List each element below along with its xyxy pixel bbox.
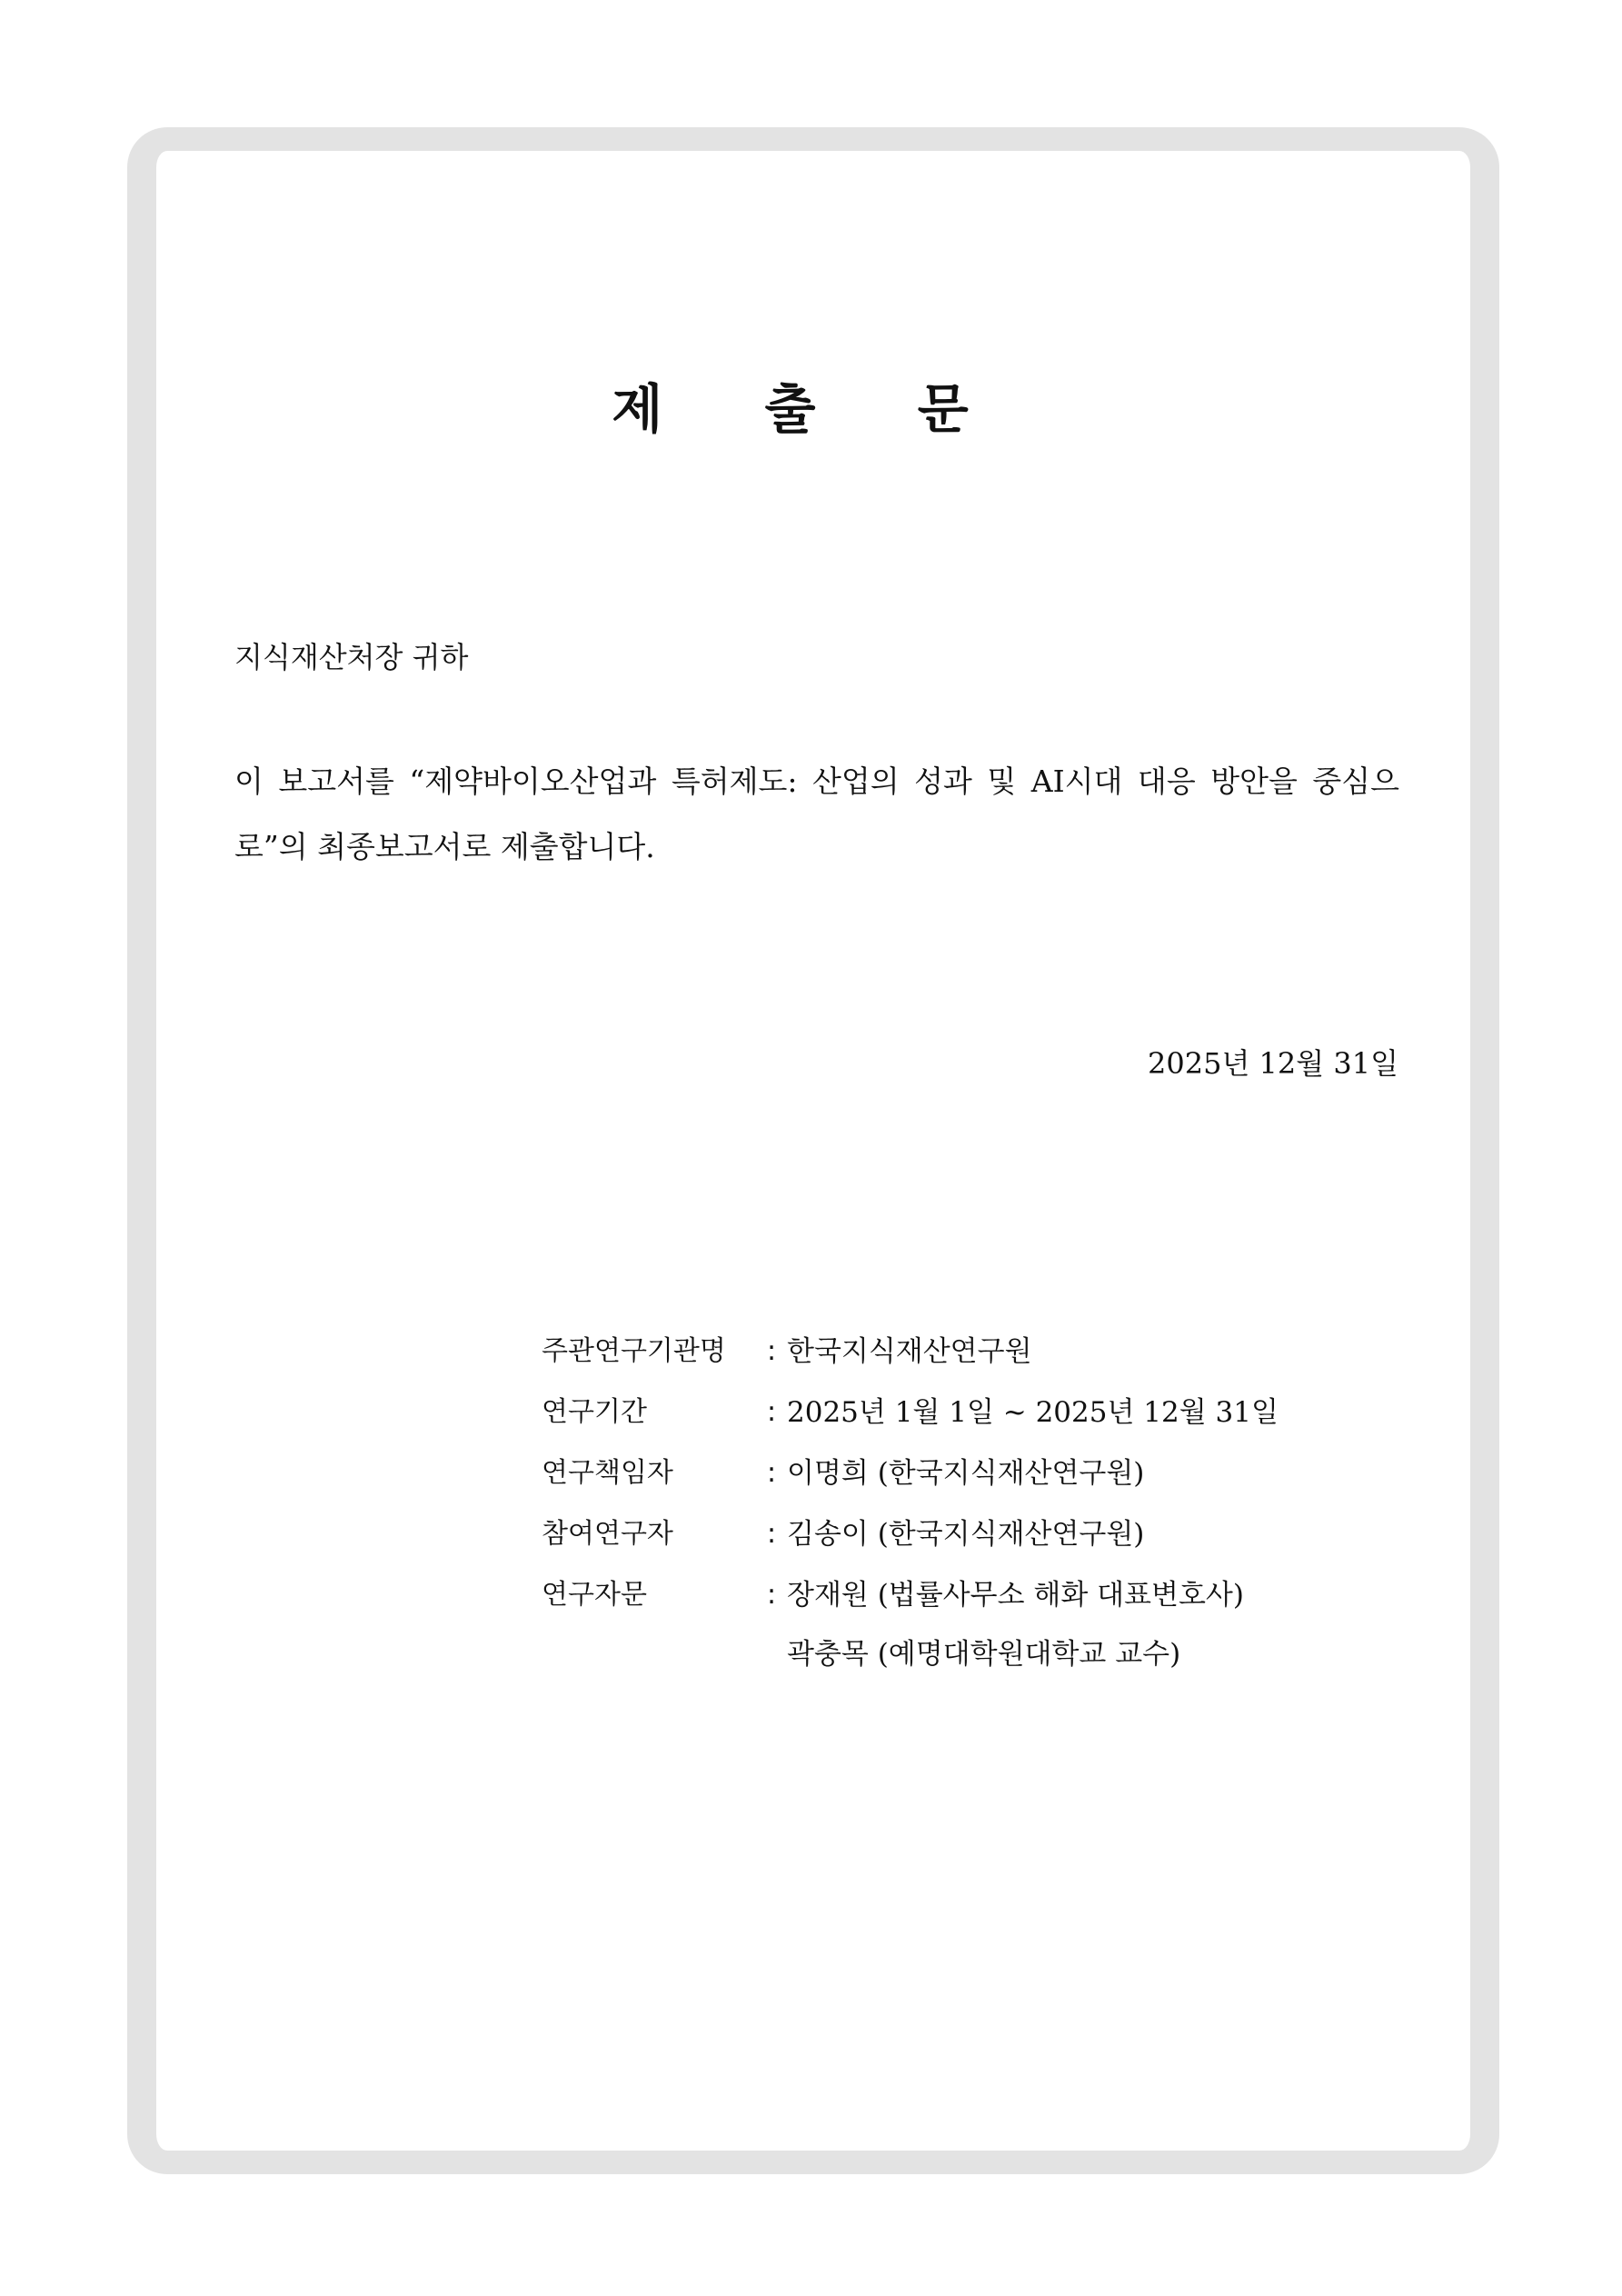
info-colon: : [766, 1396, 777, 1428]
info-row-participant [542, 1512, 1279, 1572]
info-label: 연구자문 [542, 1579, 647, 1611]
submission-statement: 이 보고서를 “제약바이오산업과 특허제도: 산업의 성과 및 AI시대 대응 방안을 중심으로”의 최종보고서로 제출합니다. [234, 764, 1399, 864]
info-row-advisors [542, 1572, 1279, 1671]
submission-date: 2025년 12월 31일 [1148, 1046, 1398, 1081]
info-value-line: 장재원 (법률사무소 해화 대표변호사) [787, 1579, 1244, 1612]
info-value-line: 곽충목 (예명대학원대학교 교수) [787, 1638, 1181, 1671]
info-colon: : [766, 1335, 777, 1367]
info-value-line: 김송이 (한국지식재산연구원) [787, 1518, 1145, 1551]
info-value [787, 1451, 1144, 1510]
info-value [787, 1512, 1144, 1571]
info-value [787, 1329, 1032, 1388]
info-value-line: 한국지식재산연구원 [787, 1335, 1032, 1368]
info-colon: : [766, 1518, 777, 1550]
research-info-block [542, 1329, 1279, 1671]
info-row-institution [542, 1329, 1279, 1390]
info-row-lead-researcher [542, 1451, 1279, 1512]
info-label: 연구책임자 [542, 1457, 673, 1489]
recipient-line: 지식재산처장 귀하 [234, 640, 469, 674]
info-colon: : [766, 1579, 777, 1611]
info-colon: : [766, 1457, 777, 1489]
info-value-line: 2025년 1월 1일 ~ 2025년 12월 31일 [787, 1396, 1279, 1429]
info-value [787, 1572, 1244, 1691]
info-value-line: 이명희 (한국지식재산연구원) [787, 1457, 1145, 1490]
info-label: 주관연구기관명 [542, 1335, 726, 1367]
info-row-period [542, 1390, 1279, 1451]
info-label: 연구기간 [542, 1396, 647, 1428]
page-title: 제 출 문 [612, 378, 1010, 440]
info-value [787, 1390, 1279, 1449]
info-label: 참여연구자 [542, 1518, 673, 1550]
